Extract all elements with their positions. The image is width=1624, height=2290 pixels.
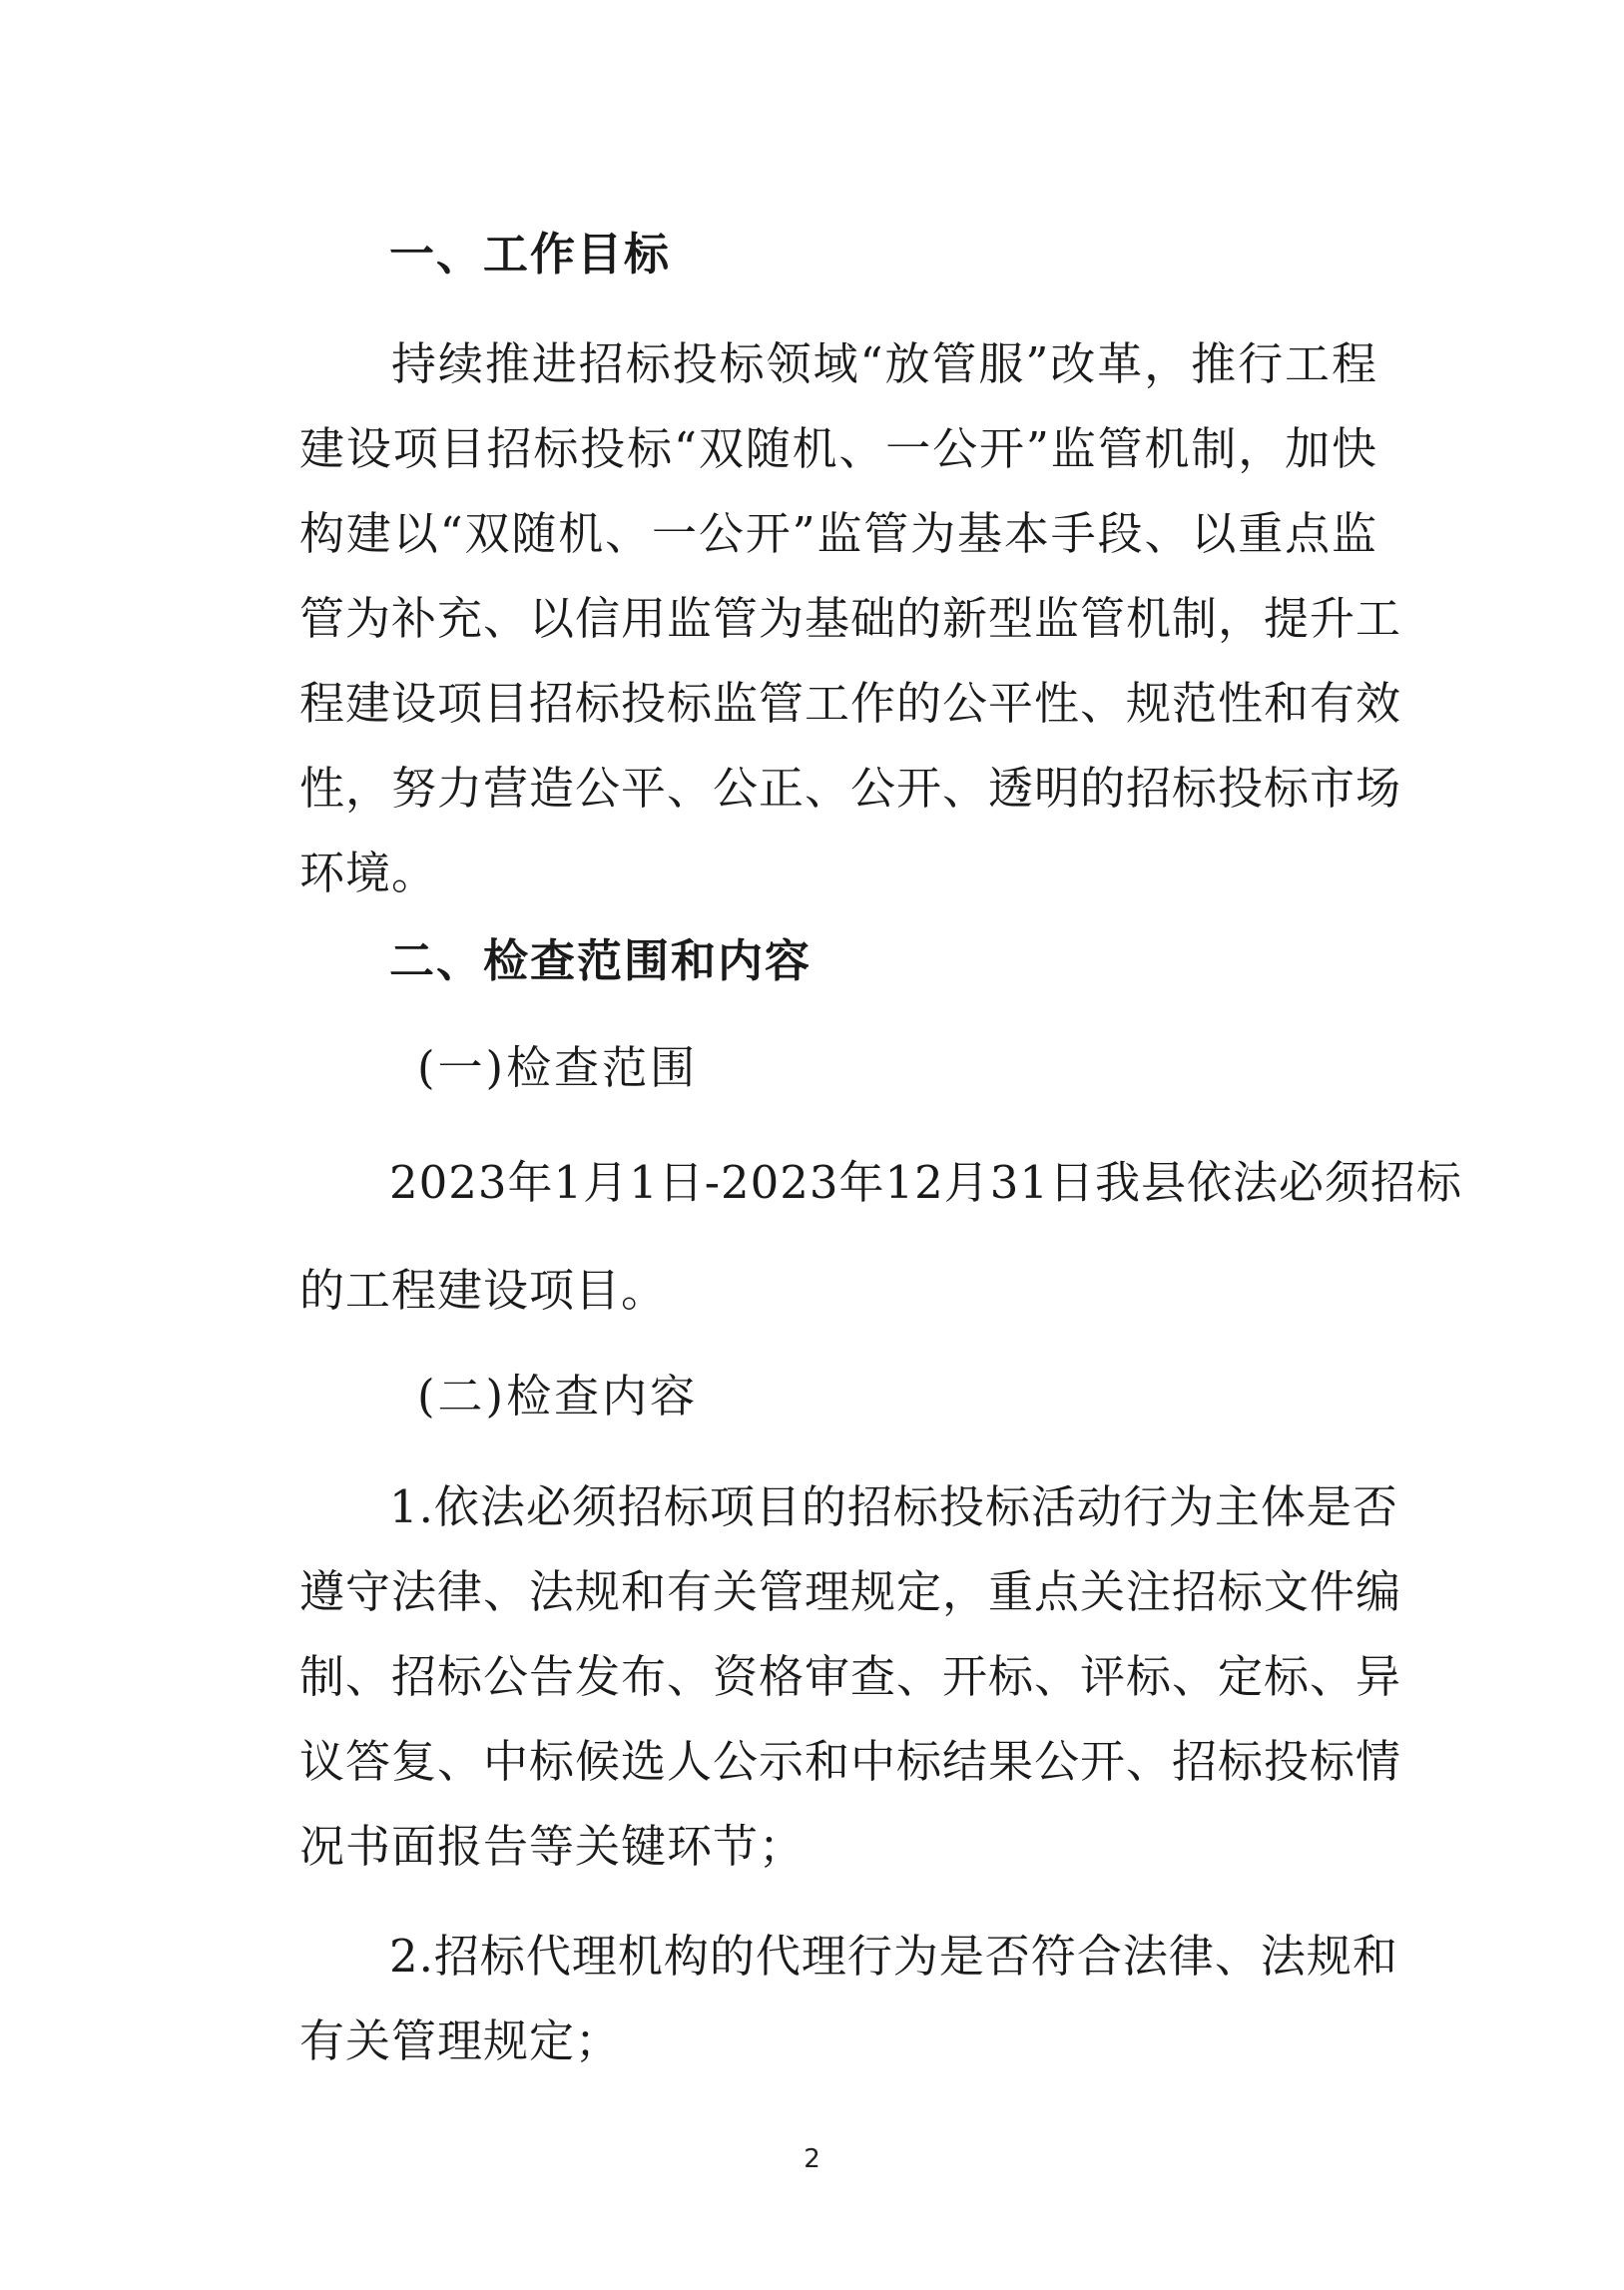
sub-heading-scope: (一)检查范围 xyxy=(417,1041,699,1094)
page-number: 2 xyxy=(804,2144,820,2174)
paragraph-line: 程建设项目招标投标监管工作的公平性、规范性和有效 xyxy=(299,677,1402,730)
paragraph-line: 2023年1月1日-2023年12月31日我县依法必须招标 xyxy=(389,1156,1463,1209)
list-item-line: 2.招标代理机构的代理行为是否符合法律、法规和 xyxy=(389,1930,1398,1983)
paragraph-line: 持续推进招标投标领域“放管服”改革，推行工程 xyxy=(391,337,1377,390)
section-heading-scope-and-content: 二、检查范围和内容 xyxy=(389,934,812,987)
paragraph-line: 建设项目招标投标“双随机、一公开”监管机制，加快 xyxy=(299,422,1377,475)
paragraph-line: 环境。 xyxy=(299,847,438,899)
list-item-line: 遵守法律、法规和有关管理规定，重点关注招标文件编 xyxy=(299,1565,1402,1618)
sub-heading-content: (二)检查内容 xyxy=(417,1370,699,1423)
paragraph-line: 构建以“双随机、一公开”监管为基本手段、以重点监 xyxy=(299,507,1377,560)
list-item-line: 1.依法必须招标项目的招标投标活动行为主体是否 xyxy=(389,1480,1398,1533)
paragraph-line: 管为补充、以信用监管为基础的新型监管机制，提升工 xyxy=(299,592,1402,645)
paragraph-line: 性，努力营造公平、公正、公开、透明的招标投标市场 xyxy=(299,762,1402,815)
list-item-line: 有关管理规定； xyxy=(299,2014,622,2067)
list-item-line: 制、招标公告发布、资格审查、开标、评标、定标、异 xyxy=(299,1650,1402,1703)
paragraph-line: 的工程建设项目。 xyxy=(299,1264,668,1317)
list-item-line: 议答复、中标候选人公示和中标结果公开、招标投标情 xyxy=(299,1735,1402,1788)
section-heading-work-goals: 一、工作目标 xyxy=(389,228,672,281)
list-item-line: 况书面报告等关键环节； xyxy=(299,1820,806,1873)
